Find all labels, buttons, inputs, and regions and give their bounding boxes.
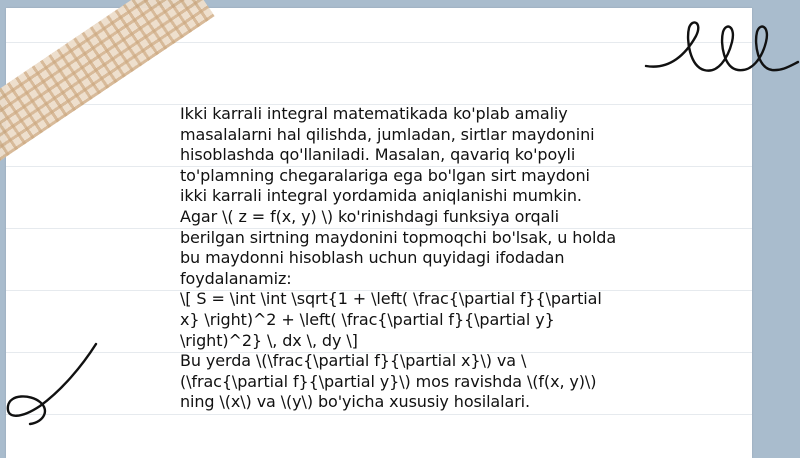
explanation-paragraph: Bu yerda \(\frac{\partial f}{\partial x}\) va \(\frac{\partial f}{\partial y}\) mos ravishda \(f(x, y)\) ning \(x\) va \(y\) bo'yicha xususiy hosilalari.: [180, 351, 602, 412]
surface-area-formula: \[ S = \int \int \sqrt{1 + \left( \frac{\partial f}{\partial x} \right)^2 + \left( \frac{\partial f}{\partial y} \right)^2} \, dx \, dy \]: [180, 289, 607, 350]
paper-rule: [6, 414, 752, 415]
slide-body-text: [180, 104, 620, 413]
intro-paragraph: Ikki karrali integral matematikada ko'plab amaliy masalalarni hal qilishda, jumladan, sirtlar maydonini hisoblashda qo'llaniladi. Masalan, qavariq ko'poyli to'plamning chegaralariga ega bo'lgan sirt maydoni ikki karrali integral yordamida aniqlanishi mumkin. Agar \( z = f(x, y) \) ko'rinishdagi funksiya orqali berilgan sirtning maydonini topmoqchi bo'lsak, u holda bu maydonni hisoblash uchun quyidagi ifodadan foydalanamiz:: [180, 104, 622, 288]
